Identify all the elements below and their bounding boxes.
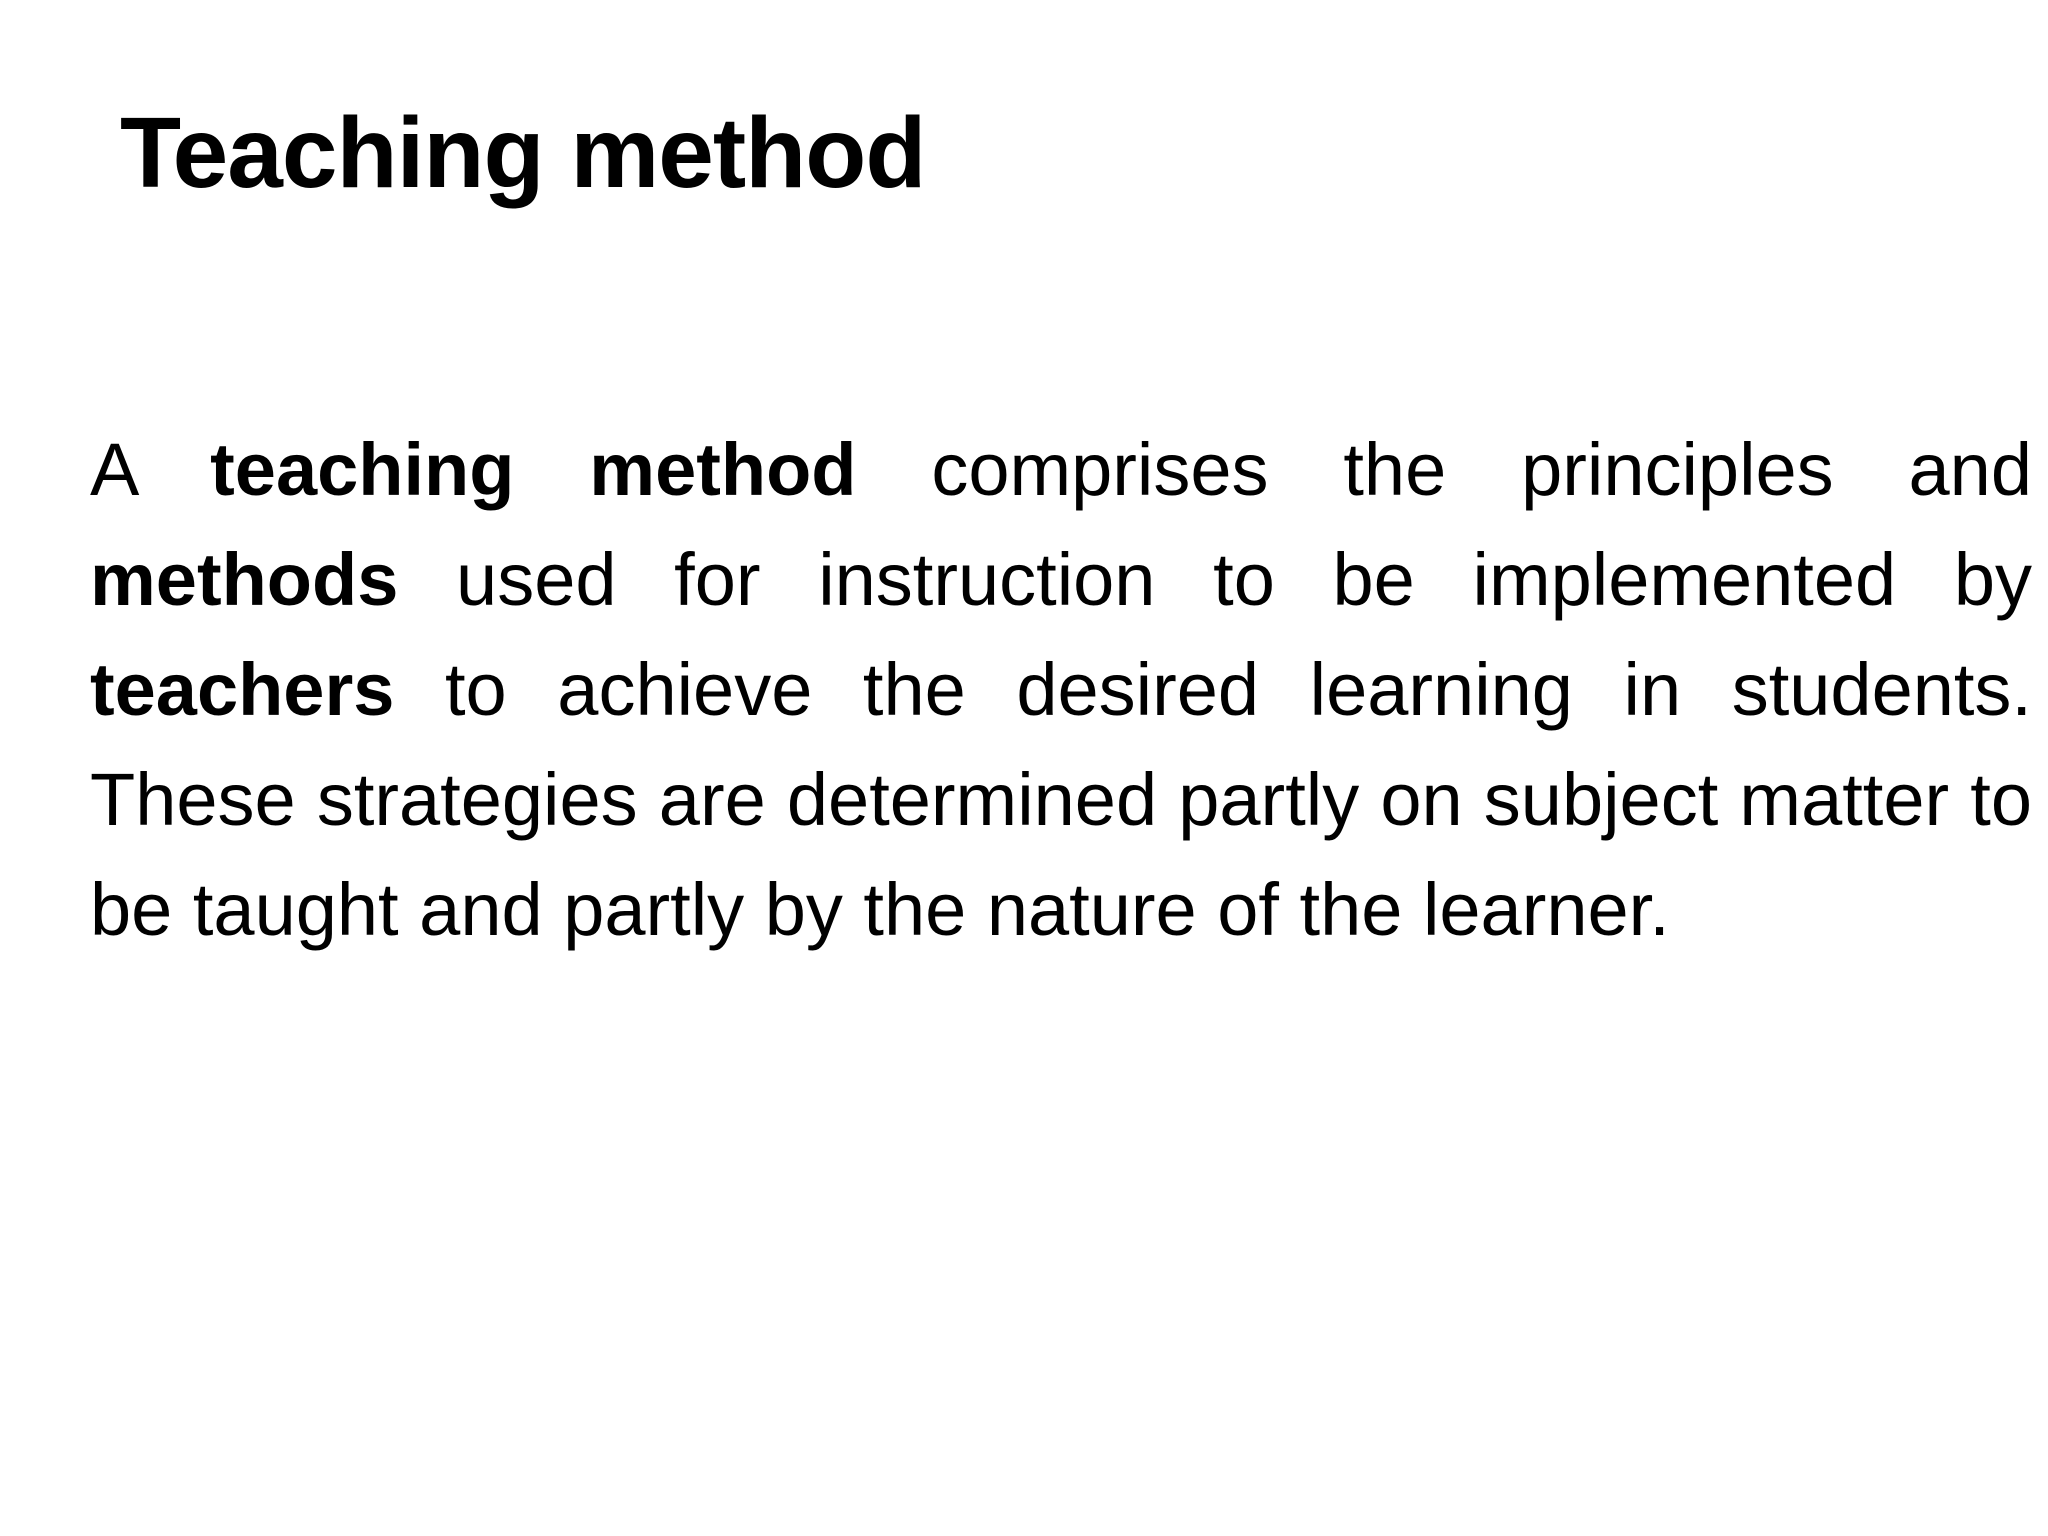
body-text-4: to achieve the desired learning in students. These strategies are determined partly on subject matter to be taught and partly by the nature of the learner. xyxy=(90,648,2032,951)
slide-body-paragraph xyxy=(90,415,2032,965)
body-bold-teaching-method: teaching method xyxy=(210,428,857,511)
body-bold-methods: methods xyxy=(90,538,399,621)
body-text-3: used for instruction to be implemented by xyxy=(398,538,2032,621)
slide-title: Teaching method xyxy=(120,97,926,209)
body-text-2: comprises the principles and xyxy=(856,428,2032,511)
body-text-1: A xyxy=(90,428,211,511)
body-bold-teachers: teachers xyxy=(90,648,395,731)
